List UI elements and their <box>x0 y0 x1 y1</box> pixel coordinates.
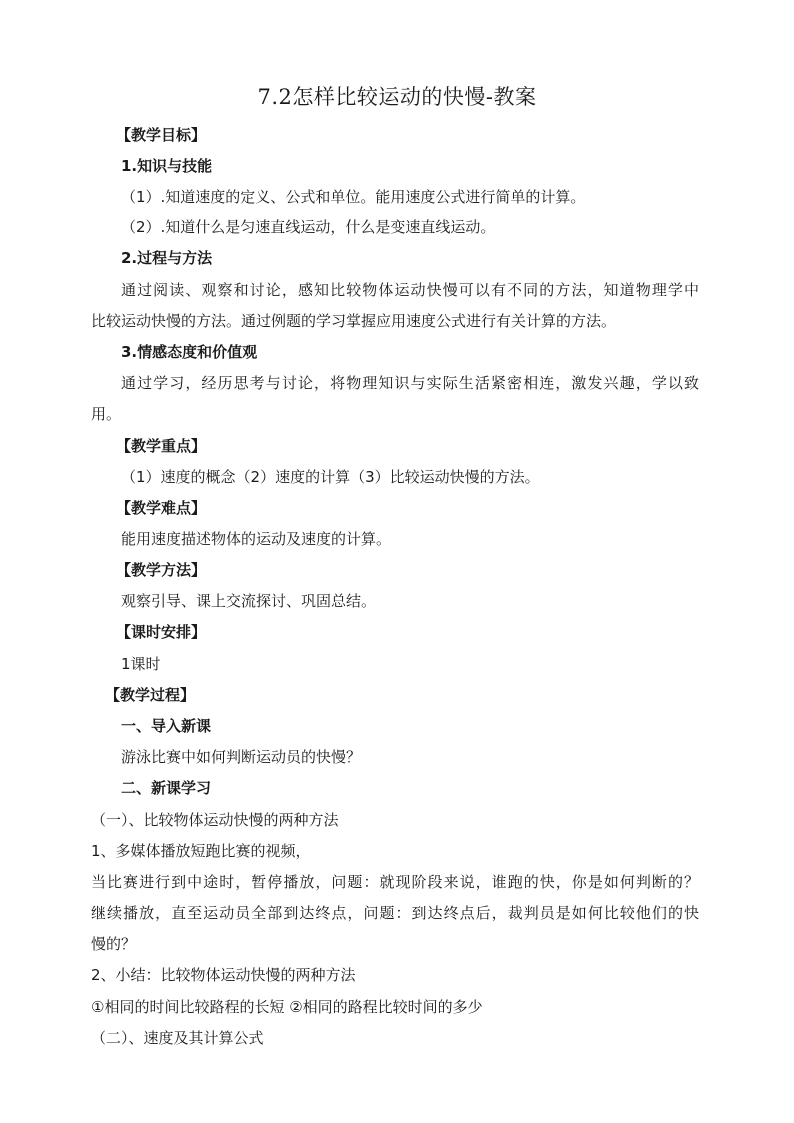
heading-class-schedule: 【课时安排】 <box>116 623 207 641</box>
subheading-intro: 一、导入新课 <box>121 717 212 735</box>
paragraph-line: 1课时 <box>121 655 161 673</box>
paragraph-line: 用。 <box>91 405 122 423</box>
heading-difficulties: 【教学难点】 <box>116 499 207 517</box>
paragraph-line: 继续播放，直至运动员全部到达终点，问题：到达终点后，裁判员是如何比较他们的快 <box>91 904 699 922</box>
subheading-new-lesson: 二、新课学习 <box>121 779 212 797</box>
paragraph-line: 通过阅读、观察和讨论，感知比较物体运动快慢可以有不同的方法，知道物理学中 <box>121 281 699 299</box>
page-title: 7.2怎样比较运动的快慢-教案 <box>257 85 537 109</box>
paragraph-line: 游泳比赛中如何判断运动员的快慢？ <box>121 748 362 766</box>
paragraph-line: （2）.知道什么是匀速直线运动，什么是变速直线运动。 <box>121 218 496 236</box>
paragraph-line: （1）.知道速度的定义、公式和单位。能用速度公式进行简单的计算。 <box>121 188 586 206</box>
subheading-knowledge-skills: 1.知识与技能 <box>121 157 213 175</box>
paragraph-line: 能用速度描述物体的运动及速度的计算。 <box>121 530 392 548</box>
paragraph-line: 2、小结：比较物体运动快慢的两种方法 <box>91 966 356 984</box>
paragraph-line: 当比赛进行到中途时，暂停播放，问题：就现阶段来说，谁跑的快，你是如何判断的？ <box>91 873 699 891</box>
paragraph-line: 慢的？ <box>91 935 137 953</box>
section-heading: （一）、比较物体运动快慢的两种方法 <box>91 811 339 829</box>
paragraph-line: 比较运动快慢的方法。通过例题的学习掌握应用速度公式进行有关计算的方法。 <box>91 312 617 330</box>
subheading-process-method: 2.过程与方法 <box>121 249 213 267</box>
section-heading: （二）、速度及其计算公式 <box>91 1029 264 1047</box>
paragraph-line: ①相同的时间比较路程的长短 ②相同的路程比较时间的多少 <box>91 998 483 1016</box>
paragraph-line: 观察引导、课上交流探讨、巩固总结。 <box>121 592 377 610</box>
heading-teaching-process: 【教学过程】 <box>105 686 196 704</box>
subheading-attitude-values: 3.情感态度和价值观 <box>121 343 258 361</box>
paragraph-line: 1、多媒体播放短跑比赛的视频， <box>91 842 311 860</box>
paragraph-line: （1）速度的概念（2）速度的计算（3）比较运动快慢的方法。 <box>121 468 540 486</box>
heading-teaching-method: 【教学方法】 <box>116 561 207 579</box>
heading-teaching-goals: 【教学目标】 <box>116 126 207 144</box>
paragraph-line: 通过学习，经历思考与讨论，将物理知识与实际生活紧密相连，激发兴趣，学以致 <box>121 374 699 392</box>
heading-key-points: 【教学重点】 <box>116 437 207 455</box>
